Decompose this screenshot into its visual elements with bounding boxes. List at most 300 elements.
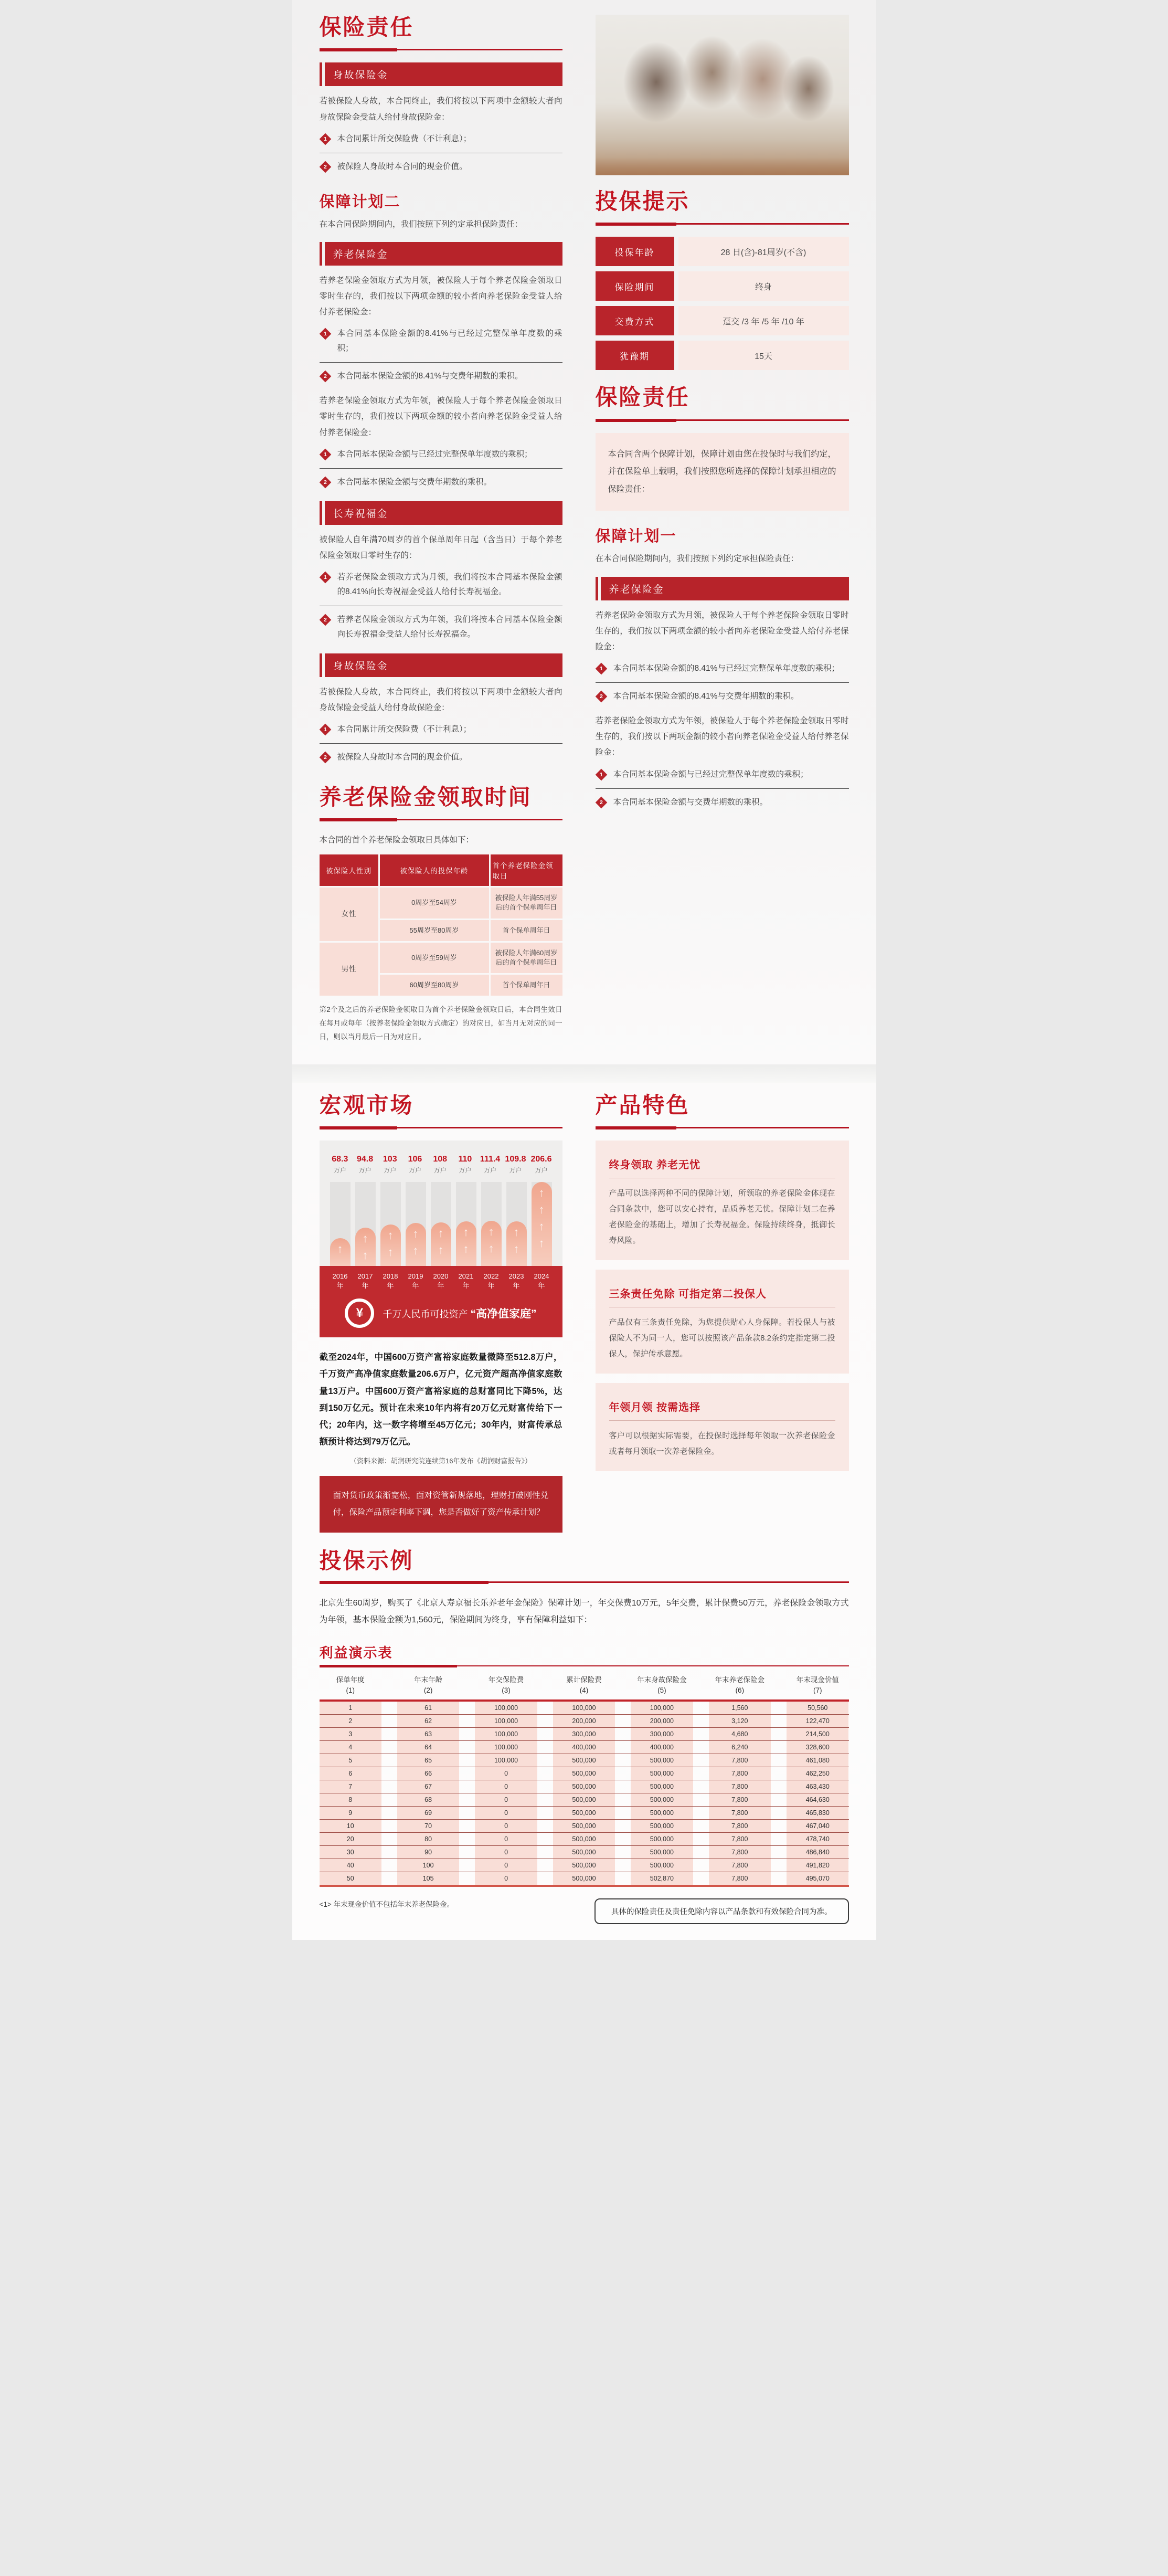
- table-header-entry-age: 被保险人的投保年龄: [380, 854, 489, 886]
- table-cell: 7,800: [709, 1859, 771, 1872]
- diamond-number-icon: 2: [319, 371, 331, 383]
- table-row: [320, 1702, 849, 1715]
- liability-summary-box: 本合同含两个保障计划，保障计划由您在投保时与我们约定，并在保险单上载明，我们按照您所选择的保障计划承担相应的保险责任：: [596, 433, 849, 511]
- up-arrow-icon: ↑: [538, 1186, 545, 1200]
- table-cell: 500,000: [553, 1833, 615, 1845]
- up-arrow-icon: ↑: [513, 1242, 519, 1256]
- table-cell: 4,680: [709, 1728, 771, 1740]
- pension-benefit-banner: [325, 242, 562, 266]
- section-title-pension-timing: 养老保险金领取时间: [319, 784, 532, 809]
- numbered-item: [320, 367, 562, 386]
- table-cell: 100,000: [475, 1741, 537, 1754]
- table-cell: 300,000: [631, 1728, 693, 1740]
- notice-label: 交费方式: [596, 306, 674, 335]
- table-cell: 500,000: [553, 1859, 615, 1872]
- table-cell: 被保险人年满60周岁后的首个保单周年日: [491, 943, 562, 973]
- banner-label: 身故保险金: [333, 660, 388, 672]
- table-cell: 0: [475, 1872, 537, 1885]
- year-label: 2018年: [383, 1272, 398, 1290]
- item-text: 被保险人身故时本合同的现金价值。: [337, 162, 468, 171]
- table-header-gender: 被保险人性别: [320, 854, 378, 886]
- diamond-number-icon: 2: [319, 614, 331, 626]
- feature-card-title: 终身领取 养老无忧: [609, 1159, 701, 1171]
- hnw-families-bar-chart: [320, 1141, 562, 1337]
- feature-card-exclusions: [596, 1270, 849, 1374]
- diamond-number-icon: 1: [319, 724, 331, 736]
- numbered-item: [320, 130, 562, 149]
- bar-value-label: 111.4 万户: [480, 1155, 501, 1175]
- diamond-number-icon: 1: [319, 133, 331, 145]
- bar: [532, 1182, 552, 1266]
- column-header: 年交保险费 (3): [488, 1676, 524, 1695]
- year-label: 2016年: [332, 1272, 348, 1290]
- table-cell: 1: [320, 1702, 381, 1714]
- table-row: [320, 1715, 849, 1728]
- numbered-item: [320, 445, 562, 464]
- bar-value-label: 106 万户: [408, 1155, 422, 1175]
- table-cell: 50,560: [787, 1702, 848, 1714]
- year-label: 2017年: [357, 1272, 373, 1290]
- table-cell: 64: [397, 1741, 459, 1754]
- diamond-number-icon: 1: [595, 768, 607, 780]
- table-cell: 500,000: [631, 1754, 693, 1767]
- table-cell: 1,560: [709, 1702, 771, 1714]
- death-benefit-intro-2: 若被保险人身故，本合同终止，我们将按以下两项中金额较大者向身故保险金受益人给付身故保险金：: [319, 687, 562, 712]
- up-arrow-icon: ↑: [463, 1242, 469, 1256]
- table-cell: 500,000: [631, 1846, 693, 1859]
- pension-monthly-intro: 若养老保险金领取方式为月领，被保险人于每个养老保险金领取日零时生存的，我们按以下两项金额的较小者向养老保险金受益人给付养老保险金：: [319, 276, 562, 317]
- table-cell-male: 男性: [320, 943, 378, 996]
- table-cell: 100,000: [475, 1754, 537, 1767]
- diamond-number-icon: 2: [319, 752, 331, 764]
- table-cell: 100,000: [631, 1702, 693, 1714]
- bar-value-label: 103 万户: [383, 1155, 397, 1175]
- table-cell: 9: [320, 1807, 381, 1819]
- table-cell: 3,120: [709, 1715, 771, 1727]
- table-cell: 4: [320, 1741, 381, 1754]
- table-cell: 7,800: [709, 1754, 771, 1767]
- table-footer-row: [320, 1898, 849, 1924]
- data-source-line: （资料来源：胡润研究院连续第16年发布《胡润财富报告》）: [350, 1457, 532, 1465]
- notice-value: 趸交 /3 年 /5 年 /10 年: [678, 306, 849, 335]
- table-cell: 463,430: [787, 1780, 848, 1793]
- banner-label: 养老保险金: [609, 584, 664, 595]
- up-arrow-icon: ↑: [538, 1203, 545, 1217]
- up-arrow-icon: ↑: [488, 1242, 494, 1255]
- title-rule: [596, 419, 849, 423]
- notice-label: 犹豫期: [596, 341, 674, 370]
- table-cell: 0: [475, 1833, 537, 1845]
- death-benefit-banner-2: [325, 653, 562, 677]
- bar-track: [330, 1182, 351, 1266]
- item-text: 若养老保险金领取方式为月领，我们将按本合同基本保险金额的8.41%向长寿祝福金受益人给付长寿祝福金。: [337, 572, 562, 596]
- table-cell: 214,500: [787, 1728, 848, 1740]
- table-cell: 0周岁至54周岁: [380, 888, 489, 918]
- plan1-pension-monthly-intro: 若养老保险金领取方式为月领，被保险人于每个养老保险金领取日零时生存的，我们按以下两项金额的较小者向养老保险金受益人给付养老保险金：: [595, 610, 849, 652]
- table-cell: 500,000: [631, 1767, 693, 1780]
- table-cell: 500,000: [553, 1872, 615, 1885]
- up-arrow-icon: ↑: [513, 1226, 519, 1239]
- mid-section: [320, 1093, 849, 1533]
- plan1-title: 保障计划一: [595, 528, 677, 545]
- bar-track: [431, 1182, 451, 1266]
- diamond-number-icon: 1: [595, 663, 607, 675]
- badge-caption: [383, 1305, 536, 1321]
- benefit-table-title: 利益演示表: [319, 1645, 393, 1661]
- table-cell: 500,000: [631, 1859, 693, 1872]
- section-title-application-notice: 投保提示: [595, 189, 690, 214]
- table-cell: 467,040: [787, 1820, 848, 1832]
- pension-monthly-items: [320, 324, 562, 386]
- bar-track: [380, 1182, 401, 1266]
- up-arrow-icon: ↑: [463, 1226, 469, 1239]
- bar-value-label: 110 万户: [458, 1155, 472, 1175]
- table-header-first-date: 首个养老保险金领取日: [491, 854, 562, 886]
- table-cell: 502,870: [631, 1872, 693, 1885]
- market-callout-box: 面对货币政策渐宽松，面对资管新规落地，理财打破刚性兑付，保险产品预定利率下调，您是否做好了资产传承计划？: [320, 1476, 562, 1533]
- table-cell: 0: [475, 1859, 537, 1872]
- title-rule: [596, 1126, 849, 1130]
- table-cell: 478,740: [787, 1833, 848, 1845]
- numbered-item: [320, 157, 562, 176]
- table-row: [320, 1767, 849, 1780]
- column-header: 年末现金价值 (7): [796, 1676, 839, 1695]
- table-cell: 500,000: [631, 1793, 693, 1806]
- table-cell: 7,800: [709, 1872, 771, 1885]
- feature-card-text: 产品可以选择两种不同的保障计划，所领取的养老保险金体现在合同条款中，您可以安心持有，品质养老无忧。保障计划二在养老保险金的基础上，增加了长寿祝福金。保险持续终身，抵御长寿风险。: [609, 1189, 835, 1245]
- up-arrow-icon: ↑: [412, 1227, 419, 1241]
- table-cell: 465,830: [787, 1807, 848, 1819]
- longevity-items: [320, 568, 562, 644]
- feature-card-lifetime: [596, 1141, 849, 1260]
- longevity-benefit-banner: [325, 501, 562, 525]
- table-cell: 62: [397, 1715, 459, 1727]
- table-row: [320, 1754, 849, 1767]
- numbered-item: [596, 765, 849, 784]
- bar-chart-bars: [330, 1182, 552, 1266]
- year-label: 2023年: [508, 1272, 524, 1290]
- table-cell: 首个保单周年日: [491, 975, 562, 996]
- table-row: [320, 1820, 849, 1833]
- item-separator: [320, 362, 562, 363]
- table-row: [320, 1741, 849, 1754]
- numbered-item: [596, 687, 849, 706]
- table-cell: 100,000: [475, 1715, 537, 1727]
- up-arrow-icon: ↑: [438, 1243, 444, 1257]
- diamond-number-icon: 1: [319, 448, 331, 460]
- table-cell: 7,800: [709, 1833, 771, 1845]
- table-cell: 63: [397, 1728, 459, 1740]
- item-text: 本合同基本保险金额与已经过完整保单年度数的乘积；: [613, 769, 809, 779]
- item-separator: [320, 743, 562, 744]
- up-arrow-icon: ↑: [538, 1237, 545, 1250]
- notice-label: 保险期间: [596, 271, 674, 301]
- numbered-item: [320, 610, 562, 644]
- item-text: 若养老保险金领取方式为年领，我们将按本合同基本保险金额向长寿祝福金受益人给付长寿祝福金。: [337, 615, 562, 639]
- plan2-intro: 在本合同保险期间内，我们按照下列约定承担保险责任：: [319, 219, 523, 229]
- section-title-macro-market: 宏观市场: [319, 1092, 414, 1117]
- table-cell: 495,070: [787, 1872, 848, 1885]
- section-title-product-features: 产品特色: [595, 1092, 690, 1117]
- benefit-illustration-section: [320, 1642, 849, 1924]
- item-separator: [320, 468, 562, 469]
- application-notice-table: [596, 237, 849, 370]
- table-cell: 500,000: [631, 1833, 693, 1845]
- item-text: 本合同基本保险金额的8.41%与已经过完整保单年度数的乘积；: [337, 329, 562, 353]
- table-cell: 200,000: [631, 1715, 693, 1727]
- feature-card-title: 三条责任免除 可指定第二投保人: [609, 1289, 767, 1301]
- table-cell: 500,000: [553, 1793, 615, 1806]
- table-row: [320, 1780, 849, 1793]
- badge-row: [330, 1298, 552, 1328]
- table-cell: 461,080: [787, 1754, 848, 1767]
- death-benefit-intro: 若被保险人身故，本合同终止，我们将按以下两项中金额较大者向身故保险金受益人给付身故保险金：: [319, 97, 562, 122]
- death-benefit-items: [320, 130, 562, 176]
- notice-row: [596, 237, 849, 266]
- badge-caption-bold: “高净值家庭”: [470, 1308, 537, 1321]
- table-row: [320, 1872, 849, 1887]
- table-row: [320, 1833, 849, 1846]
- notice-value: 终身: [678, 271, 849, 301]
- table-cell: 486,840: [787, 1846, 848, 1859]
- table-cell: 464,630: [787, 1793, 848, 1806]
- title-rule: [596, 223, 849, 226]
- notice-row: [596, 306, 849, 335]
- pension-annual-intro: 若养老保险金领取方式为年领，被保险人于每个养老保险金领取日零时生存的，我们按以下两项金额的较小者向养老保险金受益人给付养老保险金：: [319, 396, 562, 437]
- table-cell: 50: [320, 1872, 381, 1885]
- table-row: [320, 1807, 849, 1820]
- table-row: [320, 1846, 849, 1859]
- bar: [355, 1228, 376, 1266]
- table-cell: 7,800: [709, 1820, 771, 1832]
- plan2-title: 保障计划二: [319, 193, 401, 210]
- bar-track: [456, 1182, 476, 1266]
- table-row: [320, 1793, 849, 1807]
- table-cell: 20: [320, 1833, 381, 1845]
- year-label: 2019年: [408, 1272, 423, 1290]
- table-cell: 68: [397, 1793, 459, 1806]
- timing-note: 第2个及之后的养老保险金领取日为首个养老保险金领取日后，本合同生效日在每月或每年（按养老保险金领取方式确定）的对应日，如当月无对应的同一日，则以当月最后一日为对应日。: [319, 1006, 562, 1041]
- table-cell: 400,000: [553, 1741, 615, 1754]
- table-cell: 10: [320, 1820, 381, 1832]
- title-rule: [320, 48, 562, 52]
- table-cell: 500,000: [553, 1754, 615, 1767]
- table-cell: 66: [397, 1767, 459, 1780]
- table-cell: 7,800: [709, 1780, 771, 1793]
- item-text: 本合同基本保险金额与交费年期数的乘积。: [613, 797, 768, 807]
- table-cell: 首个保单周年日: [491, 920, 562, 941]
- year-label: 2024年: [534, 1272, 549, 1290]
- death-benefit-banner: [325, 62, 562, 86]
- numbered-item: [320, 568, 562, 601]
- table-cell: 7,800: [709, 1807, 771, 1819]
- numbered-item: [320, 473, 562, 492]
- table-cell: 0: [475, 1793, 537, 1806]
- table-cell: 500,000: [553, 1767, 615, 1780]
- table-cell: 0: [475, 1767, 537, 1780]
- diamond-number-icon: 2: [319, 161, 331, 173]
- item-text: 本合同基本保险金额与已经过完整保单年度数的乘积；: [337, 449, 533, 459]
- up-arrow-icon: ↑: [387, 1245, 394, 1259]
- year-label: 2022年: [483, 1272, 499, 1290]
- bar-value-label: 109.8 万户: [505, 1155, 526, 1175]
- bar: [431, 1222, 451, 1266]
- table-cell: 0: [475, 1807, 537, 1819]
- bar: [481, 1221, 502, 1266]
- yuan-badge-icon: ¥: [345, 1298, 374, 1328]
- up-arrow-icon: ↑: [438, 1226, 444, 1240]
- item-text: 本合同基本保险金额的8.41%与交费年期数的乘积。: [337, 372, 523, 381]
- numbered-item: [320, 720, 562, 739]
- diamond-number-icon: 2: [595, 691, 607, 703]
- numbered-item: [320, 324, 562, 358]
- title-rule: [320, 1581, 849, 1585]
- notice-row: [596, 271, 849, 301]
- brochure-page: [292, 0, 876, 1940]
- up-arrow-icon: ↑: [488, 1225, 494, 1238]
- table-cell: 90: [397, 1846, 459, 1859]
- table-cell: 7: [320, 1780, 381, 1793]
- table-row: [320, 1859, 849, 1872]
- bar-year-labels: [330, 1272, 552, 1290]
- bar-value-labels: [330, 1154, 552, 1175]
- section-title-example: 投保示例: [319, 1548, 414, 1573]
- bar-track: [355, 1182, 376, 1266]
- application-example-section: [320, 1548, 849, 1629]
- notice-value: 15天: [678, 341, 849, 370]
- up-arrow-icon: ↑: [337, 1242, 343, 1256]
- table-cell: 7,800: [709, 1793, 771, 1806]
- table-cell: 500,000: [631, 1820, 693, 1832]
- bar-track: [532, 1182, 552, 1266]
- table-footnote: [320, 1898, 454, 1909]
- badge-caption-regular: 千万人民币可投资产: [383, 1309, 468, 1320]
- table-cell: 0: [475, 1780, 537, 1793]
- top-section: [320, 15, 849, 1051]
- table-cell: 500,000: [553, 1780, 615, 1793]
- year-label: 2021年: [458, 1272, 474, 1290]
- table-cell: 500,000: [553, 1820, 615, 1832]
- table-cell: 被保险人年满55周岁后的首个保单周年日: [491, 888, 562, 918]
- table-cell: 70: [397, 1820, 459, 1832]
- table-cell: 122,470: [787, 1715, 848, 1727]
- banner-label: 身故保险金: [333, 70, 388, 81]
- table-cell: 462,250: [787, 1767, 848, 1780]
- footnote-tag: <1>: [319, 1900, 332, 1908]
- table-cell: 100,000: [475, 1702, 537, 1714]
- feature-card-text: 产品仅有三条责任免除，为您提供贴心人身保障。若投保人与被保险人不为同一人，您可以按照该产品条款8.2条约定指定第二投保人，保护传承意愿。: [609, 1318, 835, 1359]
- column-header: 累计保险费 (4): [566, 1676, 602, 1695]
- banner-label: 养老保险金: [333, 249, 388, 260]
- up-arrow-icon: ↑: [362, 1248, 368, 1262]
- bar: [330, 1238, 351, 1266]
- table-cell: 2: [320, 1715, 381, 1727]
- table-cell: 40: [320, 1859, 381, 1872]
- item-text: 被保险人身故时本合同的现金价值。: [337, 752, 468, 762]
- table-cell: 65: [397, 1754, 459, 1767]
- column-header: 年末养老保险金 (6): [715, 1676, 765, 1695]
- table-cell: 6: [320, 1767, 381, 1780]
- table-cell: 0: [475, 1820, 537, 1832]
- table-cell: 67: [397, 1780, 459, 1793]
- item-text: 本合同基本保险金额的8.41%与已经过完整保单年度数的乘积；: [613, 664, 840, 673]
- bar-value-label: 108 万户: [433, 1155, 448, 1175]
- feature-card-text: 客户可以根据实际需要，在投保时选择每年领取一次养老保险金或者每月领取一次养老保险金。: [609, 1431, 835, 1456]
- table-cell: 491,820: [787, 1859, 848, 1872]
- bar-value-label: 68.3 万户: [332, 1155, 348, 1175]
- notice-row: [596, 341, 849, 370]
- example-paragraph: 北京先生60周岁，购买了《北京人寿京福长乐养老年金保险》保障计划一，年交保费10万元，5年交费，累计保费50万元，养老保险金领取方式为年领，基本保险金额为1,560元，保险期间为终身，享有保障利益如下：: [319, 1599, 849, 1625]
- item-text: 本合同基本保险金额的8.41%与交费年期数的乘积。: [613, 692, 799, 701]
- disclaimer-box: 具体的保险责任及责任免除内容以产品条款和有效保险合同为准。: [594, 1898, 849, 1924]
- column-header: 年末年龄 (2): [414, 1676, 443, 1695]
- table-cell: 61: [397, 1702, 459, 1714]
- bar-track: [506, 1182, 527, 1266]
- numbered-item: [320, 748, 562, 767]
- table-row: [320, 1728, 849, 1741]
- benefit-table-header: [320, 1675, 849, 1702]
- table-cell: 8: [320, 1793, 381, 1806]
- timing-intro: 本合同的首个养老保险金领取日具体如下：: [319, 836, 474, 845]
- family-photo: [596, 15, 849, 175]
- section-title-insurance-liability-left: 保险责任: [319, 15, 414, 39]
- table-cell: 30: [320, 1846, 381, 1859]
- up-arrow-icon: ↑: [538, 1220, 545, 1233]
- bar-track: [406, 1182, 426, 1266]
- bar: [406, 1223, 426, 1266]
- table-cell: 328,600: [787, 1741, 848, 1754]
- year-label: 2020年: [433, 1272, 449, 1290]
- benefit-illustration-table: [320, 1675, 849, 1887]
- longevity-intro: 被保险人自年满70周岁的首个保单周年日起（含当日）于每个养老保险金领取日零时生存的：: [319, 535, 562, 560]
- table-cell: 500,000: [553, 1846, 615, 1859]
- table-cell: 7,800: [709, 1767, 771, 1780]
- table-cell: 105: [397, 1872, 459, 1885]
- chart-footer-banner: [320, 1266, 562, 1337]
- bar-value-label: 206.6 万户: [530, 1155, 552, 1175]
- plan1-pension-annual-intro: 若养老保险金领取方式为年领，被保险人于每个养老保险金领取日零时生存的，我们按以下两项金额的较小者向养老保险金受益人给付养老保险金：: [595, 716, 849, 757]
- section-title-insurance-liability-right: 保险责任: [595, 385, 690, 410]
- table-cell: 3: [320, 1728, 381, 1740]
- diamond-number-icon: 2: [595, 796, 607, 808]
- table-cell: 0周岁至59周岁: [380, 943, 489, 973]
- banner-label: 长寿祝福金: [333, 508, 388, 520]
- up-arrow-icon: ↑: [387, 1228, 394, 1242]
- footnote-text: 年末现金价值不包括年末养老保险金。: [333, 1900, 454, 1908]
- table-cell: 500,000: [631, 1807, 693, 1819]
- bar: [456, 1221, 476, 1266]
- table-cell: 100,000: [475, 1728, 537, 1740]
- plan1-intro: 在本合同保险期间内，我们按照下列约定承担保险责任：: [595, 554, 799, 564]
- feature-card-title: 年领月领 按需选择: [609, 1402, 701, 1414]
- item-text: 本合同累计所交保险费（不计利息）；: [337, 724, 472, 734]
- notice-value: 28 日(含)-81周岁(不含): [678, 237, 849, 266]
- table-cell: 100,000: [553, 1702, 615, 1714]
- bar-value-label: 94.8 万户: [356, 1155, 374, 1175]
- table-cell: 400,000: [631, 1741, 693, 1754]
- section-divider: [292, 1064, 876, 1083]
- notice-label: 投保年龄: [596, 237, 674, 266]
- death-benefit-items-2: [320, 720, 562, 767]
- pension-start-date-table: [320, 854, 562, 996]
- table-cell: 80: [397, 1833, 459, 1845]
- table-cell: 60周岁至80周岁: [380, 975, 489, 996]
- diamond-number-icon: 2: [319, 476, 331, 488]
- title-rule: [320, 1126, 562, 1130]
- plan1-pension-monthly-items: [596, 659, 849, 706]
- numbered-item: [596, 659, 849, 678]
- bar-track: [481, 1182, 502, 1266]
